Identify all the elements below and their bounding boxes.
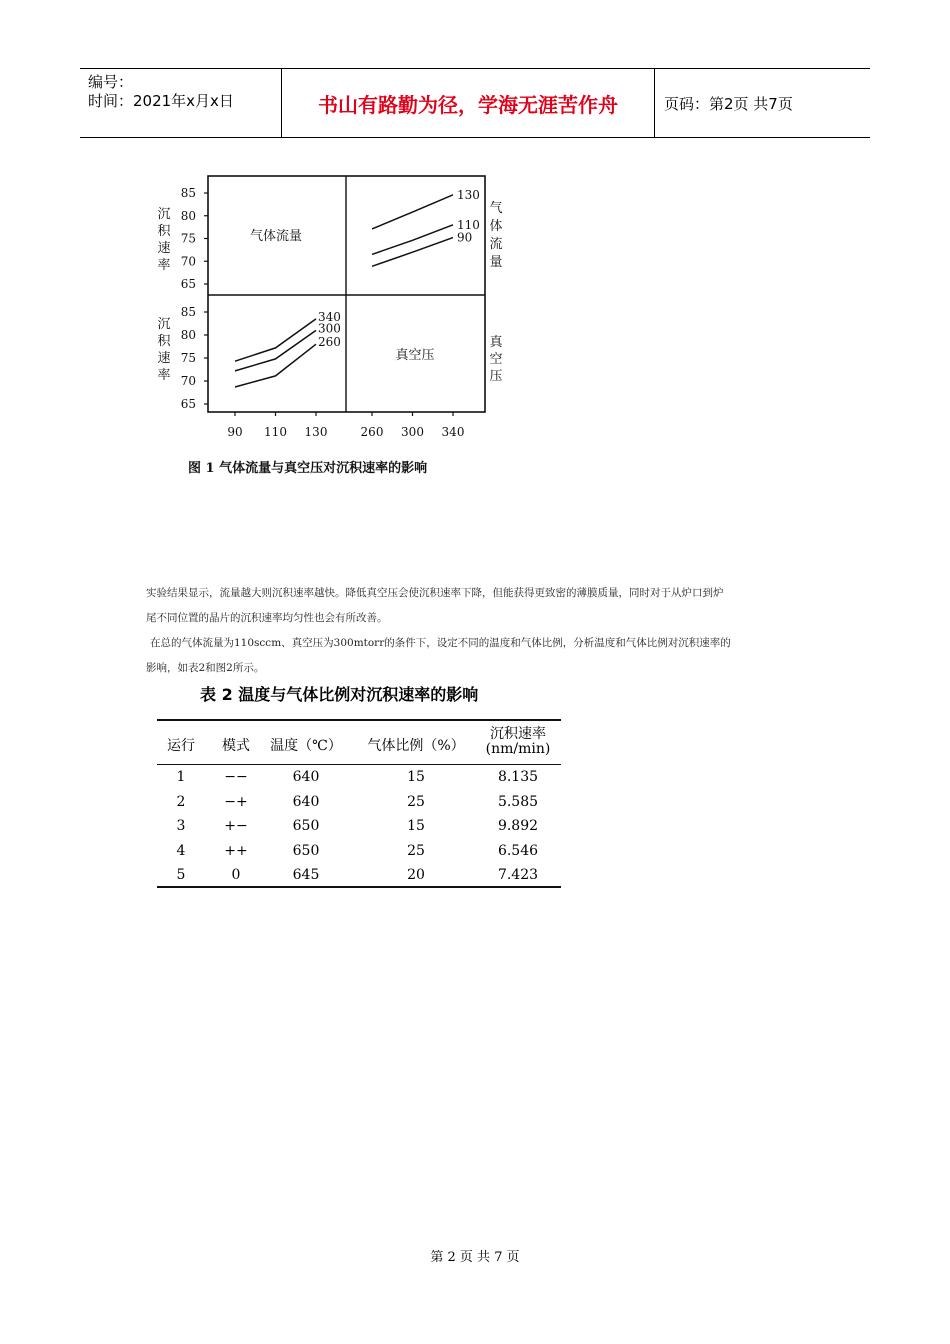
y-tick-label: 85 [180, 186, 196, 200]
row-label-char: 流 [489, 237, 503, 252]
series-line-260 [235, 344, 316, 387]
table-cell: 640 [292, 793, 320, 810]
paragraph-conditions [146, 631, 806, 681]
y-tick-label: 80 [180, 328, 196, 342]
x-tick-label: 340 [441, 425, 465, 439]
y-tick-label: 70 [180, 254, 196, 269]
table-header-cell: 运行 [167, 738, 195, 754]
ylabel-char: 速 [157, 351, 171, 366]
panel-label-vacuum: 真空压 [395, 348, 435, 363]
paragraph-line: 影响，如表2和图2所示。 [146, 662, 265, 674]
page-header [80, 68, 870, 138]
x-tick-label: 130 [304, 425, 328, 439]
ylabel-char: 率 [157, 258, 171, 273]
table-rule [157, 719, 561, 721]
page-label: 页码：第2页 共7页 [664, 94, 793, 113]
header-meta [88, 73, 234, 111]
row-label-char: 气 [489, 201, 503, 216]
ylabel-char: 沉 [157, 207, 171, 222]
row-label-char: 空 [489, 352, 503, 367]
table-cell: 650 [292, 818, 320, 834]
table-cell: 5 [176, 867, 186, 883]
table-cell: 15 [407, 818, 425, 834]
series-label: 260 [318, 335, 341, 350]
table-cell: −− [224, 769, 248, 785]
ylabel-char: 速 [157, 241, 171, 256]
series-line-300 [235, 330, 316, 371]
table-header-cell: 模式 [222, 738, 250, 754]
paragraph-line: 尾不同位置的晶片的沉积速率均匀性也会有所改善。 [146, 612, 388, 624]
table-cell: 5.585 [497, 793, 539, 810]
paragraph-line: 实验结果显示，流量越大则沉积速率越快。降低真空压会使沉积速率下降，但能获得更致密的薄膜质量，同时对于从炉口到炉 [146, 587, 724, 599]
table-header-cell: (nm/min) [485, 741, 551, 757]
y-tick-label: 65 [180, 397, 196, 411]
table-rule [157, 764, 561, 765]
table-cell: 9.892 [497, 818, 539, 834]
series-label: 130 [457, 187, 480, 202]
series-line-110 [372, 225, 453, 255]
table-cell: 0 [231, 867, 241, 883]
row-label-char: 体 [489, 219, 503, 234]
x-tick-label: 300 [401, 425, 424, 439]
ylabel-char: 积 [157, 334, 171, 349]
table-cell: 2 [176, 793, 186, 810]
paragraph-results [146, 581, 806, 631]
series-line-340 [235, 319, 316, 361]
series-label: 110 [457, 217, 480, 232]
header-divider [654, 69, 655, 137]
table-cell: ++ [224, 842, 248, 859]
figure-caption: 图 1 气体流量与真空压对沉积速率的影响 [188, 461, 428, 476]
page-footer: 第 2 页 共 7 页 [430, 1250, 520, 1265]
x-tick-label: 260 [360, 425, 384, 439]
row-label-char: 量 [489, 255, 503, 270]
header-motto: 书山有路勤为径，学海无涯苦作舟 [318, 92, 618, 117]
table-cell: 25 [407, 842, 425, 859]
table-rule [157, 886, 561, 888]
table-header-cell: 温度（℃） [270, 738, 342, 754]
series-label: 90 [457, 230, 473, 245]
ylabel-char: 沉 [157, 317, 171, 332]
time-label: 时间：2021年x月x日 [88, 92, 234, 110]
number-label: 编号： [88, 73, 134, 91]
series-line-130 [372, 195, 453, 229]
paragraph-line: 在总的气体流量为110sccm、真空压为300mtorr的条件下，设定不同的温度和气体比例，分析温度和气体比例对沉积速率的 [150, 637, 731, 649]
ylabel-char: 率 [157, 368, 171, 383]
table-header-cell: 气体比例（%） [367, 738, 465, 754]
x-tick-label: 90 [227, 425, 243, 439]
panel-label-gas-flow: 气体流量 [249, 229, 303, 244]
table-header-cell: 沉积速率 [490, 726, 546, 742]
table-cell: −+ [224, 793, 248, 810]
table-cell: 15 [407, 769, 425, 785]
table-cell: 1 [176, 769, 186, 785]
table-cell: 7.423 [497, 867, 539, 883]
table-cell: +− [224, 818, 248, 834]
y-tick-label: 85 [180, 305, 196, 319]
series-line-90 [372, 238, 453, 267]
y-tick-label: 65 [180, 277, 196, 291]
table-cell: 25 [407, 793, 425, 810]
table-cell: 8.135 [497, 769, 539, 785]
table-cell: 645 [292, 867, 320, 883]
table-cell: 640 [292, 769, 320, 785]
series-label: 300 [318, 321, 341, 336]
y-tick-label: 70 [180, 374, 196, 388]
table-cell: 650 [292, 842, 320, 859]
row-label-char: 真 [489, 335, 503, 350]
table-cell: 6.546 [497, 842, 539, 859]
ylabel-char: 积 [157, 224, 171, 239]
table-cell: 4 [176, 842, 186, 859]
table-cell: 3 [176, 818, 186, 834]
series-label: 340 [318, 309, 341, 324]
table-cell: 20 [407, 867, 425, 883]
y-tick-label: 75 [180, 351, 196, 365]
row-label-char: 压 [489, 369, 503, 384]
y-tick-label: 80 [180, 208, 196, 223]
y-tick-label: 75 [180, 231, 196, 246]
x-tick-label: 110 [264, 425, 287, 439]
table-title: 表 2 温度与气体比例对沉积速率的影响 [200, 685, 479, 704]
figure-1-chart [140, 160, 560, 490]
